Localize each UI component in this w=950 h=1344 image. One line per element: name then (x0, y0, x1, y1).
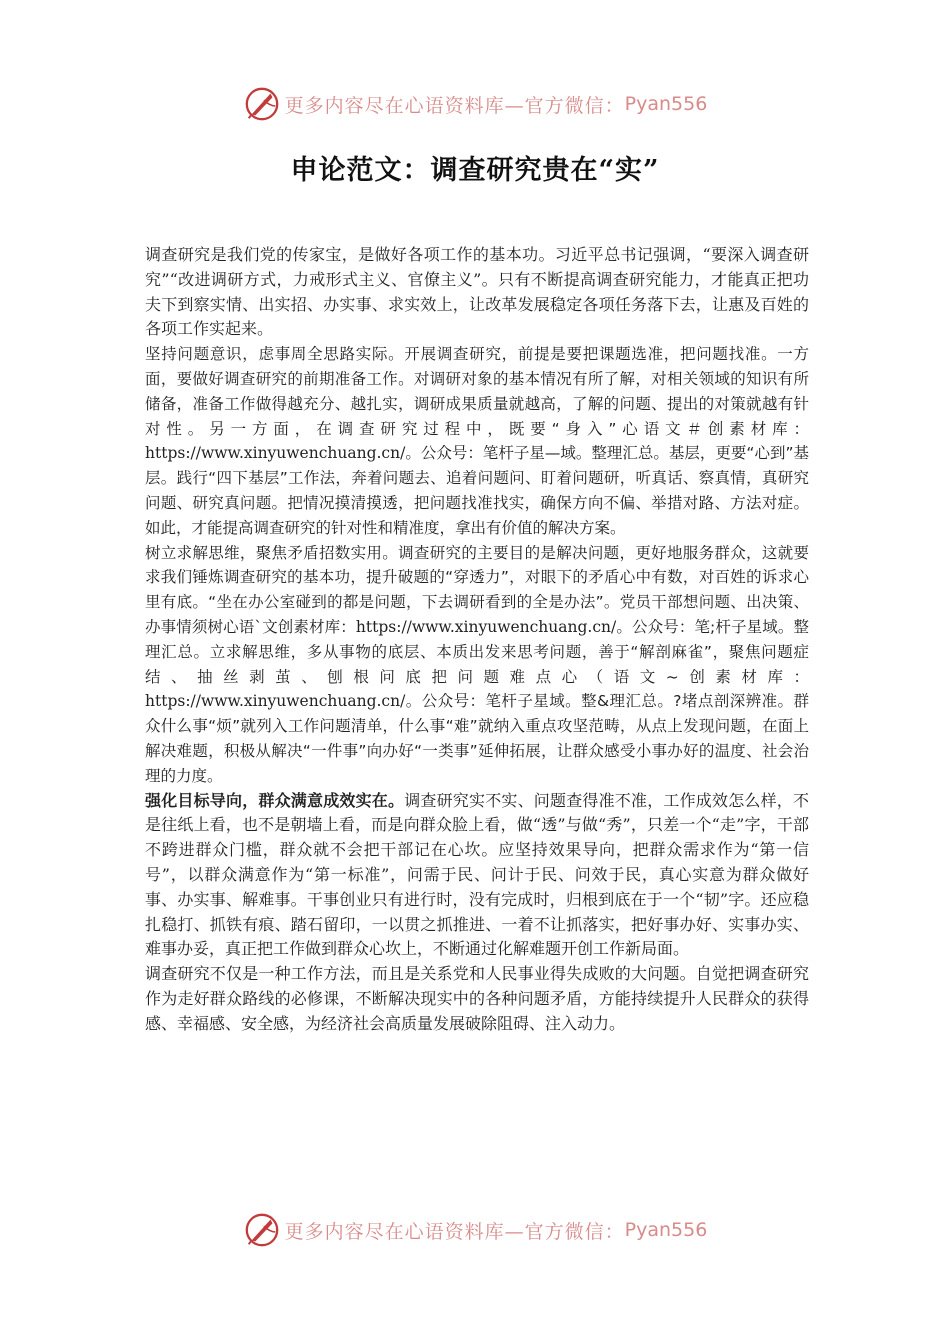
website-link[interactable]: https://www.xinyuwenchuang.cn/ (145, 444, 406, 463)
paragraph-problem-awareness (145, 342, 809, 540)
paragraph-text: 。公众号：笔;杆子星域。整理汇总。立求解思维，多从事物的底层、本质出发来思考问题，善于“解剖麻雀”，聚焦问题症结、抽丝剥茧、刨根问底把问题难点心（语文~创素材库： (145, 617, 809, 686)
article-title: 申论范文：调查研究贵在“实” (290, 155, 660, 186)
paragraph-text: 树立求解思维，聚焦矛盾招数实用。调查研究的主要目的是解决问题，更好地服务群众，这就要求我们锤炼调查研究的基本功，提升破题的“穿透力”，对眼下的矛盾心中有数，对百姓的诉求心里有底。“坐在办公室碰到的都是问题，下去调研看到的全是办法”。党员干部想问题、出决策、办事情须树心语`文创素材库： (145, 543, 809, 636)
paragraph-solution-thinking (145, 541, 809, 789)
paragraph-text: 。公众号：笔杆子星—域。整理汇总。基层，更要“心到”基层。践行“四下基层”工作法，奔着问题去、追着问题问、盯着问题研，听真话、察真情，真研究问题、研究真问题。把情况摸清摸透，把问题找准找实，确保方向不偏、举措对路、方法对症。如此，才能提高调查研究的针对性和精准度，拿出有价值的解决方案。 (145, 444, 809, 537)
banner-text: 更多内容尽在心语资料库—官方微信： (284, 94, 625, 117)
banner-handle: Pyan556 (624, 1219, 708, 1241)
website-link[interactable]: https://www.xinyuwenchuang.cn/ (355, 617, 617, 636)
paragraph-goal-orientation (145, 789, 809, 963)
quill-logo-icon (243, 85, 281, 123)
banner-text: 更多内容尽在心语资料库—官方微信： (284, 1220, 625, 1243)
paragraph-text: 。公众号：笔杆子星域。整&理汇总。?堵点剖深辨准。群众什么事“烦”就列入工作问题清单，什么事“难”就纳入重点攻坚范畴，从点上发现问题，在面上解决难题，积极从解决“一件事”向办好“一类事”延伸拓展，让群众感受小事办好的温度、社会治理的力度。 (145, 692, 809, 785)
banner-handle: Pyan556 (624, 93, 708, 115)
website-link[interactable]: https://www.xinyuwenchuang.cn/ (145, 692, 406, 711)
paragraph-text: 调查研究实不实、问题查得准不准，工作成效怎么样，不是往纸上看，也不是朝墙上看，而是向群众脸上看，做“透”与做“秀”，只差一个“走”字，干部不跨进群众门槛，群众就不会把干部记在心坎。应坚持效果导向，把群众需求作为“第一信号”，以群众满意作为“第一标准”，问需于民、问计于民、问效于民，真心实意为群众做好事、办实事、解难事。干事创业只有进行时，没有完成时，归根到底在于一个“韧”字。还应稳扎稳打、抓铁有痕、踏石留印，一以贯之抓推进、一着不让抓落实，把好事办好、实事办实、难事办妥，真正把工作做到群众心坎上，不断通过化解难题开创工作新局面。 (145, 790, 809, 959)
footer-banner (0, 1208, 950, 1252)
article-body (145, 243, 809, 1037)
paragraph-text: 坚持问题意识，虑事周全思路实际。开展调查研究，前提是要把课题选准，把问题找准。一方面，要做好调查研究的前期准备工作。对调研对象的基本情况有所了解，对相关领域的知识有所储备，准备工作做得越充分、越扎实，调研成果质量就越高，了解的问题、提出的对策就越有针对性。另一方面，在调查研究过程中，既要“身入”心语文＃创素材库： (145, 345, 809, 438)
quill-logo-icon (243, 1211, 281, 1249)
header-banner (0, 82, 950, 126)
paragraph-conclusion: 调查研究不仅是一种工作方法，而且是关系党和人民事业得失成败的大问题。自觉把调查研究作为走好群众路线的必修课，不断解决现实中的各种问题矛盾，方能持续提升人民群众的获得感、幸福感、安全感，为经济社会高质量发展破除阻碍、注入动力。 (145, 964, 809, 1033)
paragraph-lead: 强化目标导向，群众满意成效实在。 (145, 790, 405, 810)
paragraph-intro: 调查研究是我们党的传家宝，是做好各项工作的基本功。习近平总书记强调，“要深入调查研究”“改进调研方式，力戒形式主义、官僚主义”。只有不断提高调查研究能力，才能真正把功夫下到察实情、出实招、办实事、求实效上，让改革发展稳定各项任务落下去，让惠及百姓的各项工作实起来。 (145, 245, 809, 339)
